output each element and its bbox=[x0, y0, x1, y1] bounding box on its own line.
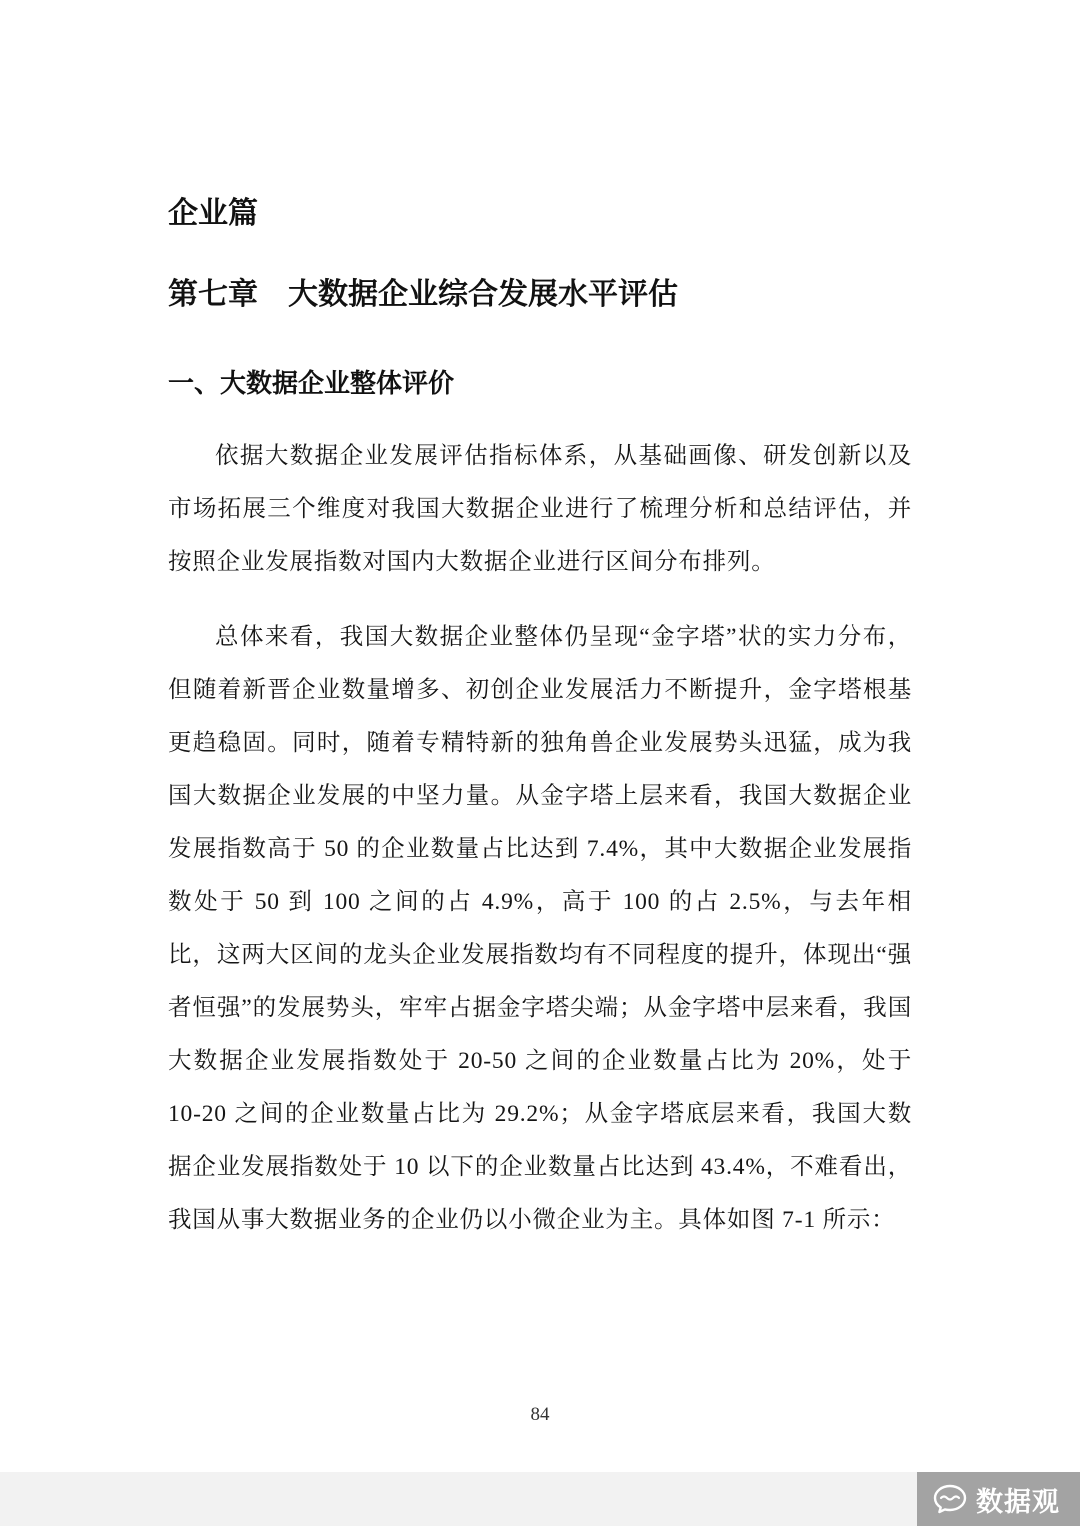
body-paragraph: 总体来看，我国大数据企业整体仍呈现“金字塔”状的实力分布，但随着新晋企业数量增多、初创企业发展活力不断提升，金字塔根基更趋稳固。同时，随着专精特新的独角兽企业发展势头迅猛，成为我国大数据企业发展的中坚力量。从金字塔上层来看，我国大数据企业发展指数高于 50 的企业数量占比达到 7.4%，其中大数据企业发展指数处于 50 到 100 之间的占 4.9%，高于 100 的占 2.5%，与去年相比，这两大区间的龙头企业发展指数均有不同程度的提升，体现出“强者恒强”的发展势头，牢牢占据金字塔尖端；从金字塔中层来看，我国大数据企业发展指数处于 20-50 之间的企业数量占比为 20%，处于 10-20 之间的企业数量占比为 29.2%；从金字塔底层来看，我国大数据企业发展指数处于 10 以下的企业数量占比达到 43.4%，不难看出，我国从事大数据业务的企业仍以小微企业为主。具体如图 7-1 所示： bbox=[168, 624, 912, 1233]
chapter-title: 第七章 大数据企业综合发展水平评估 bbox=[168, 278, 678, 311]
watermark bbox=[917, 1472, 1080, 1526]
part-title: 企业篇 bbox=[168, 197, 258, 230]
body-paragraph: 依据大数据企业发展评估指标体系，从基础画像、研发创新以及市场拓展三个维度对我国大数据企业进行了梳理分析和总结评估，并按照企业发展指数对国内大数据企业进行区间分布排列。 bbox=[168, 443, 912, 575]
page-number: 84 bbox=[530, 1404, 550, 1425]
watermark-label: 数据观 bbox=[976, 1486, 1060, 1517]
chat-bubble-icon bbox=[933, 1484, 967, 1514]
section-title: 一、大数据企业整体评价 bbox=[168, 368, 455, 398]
